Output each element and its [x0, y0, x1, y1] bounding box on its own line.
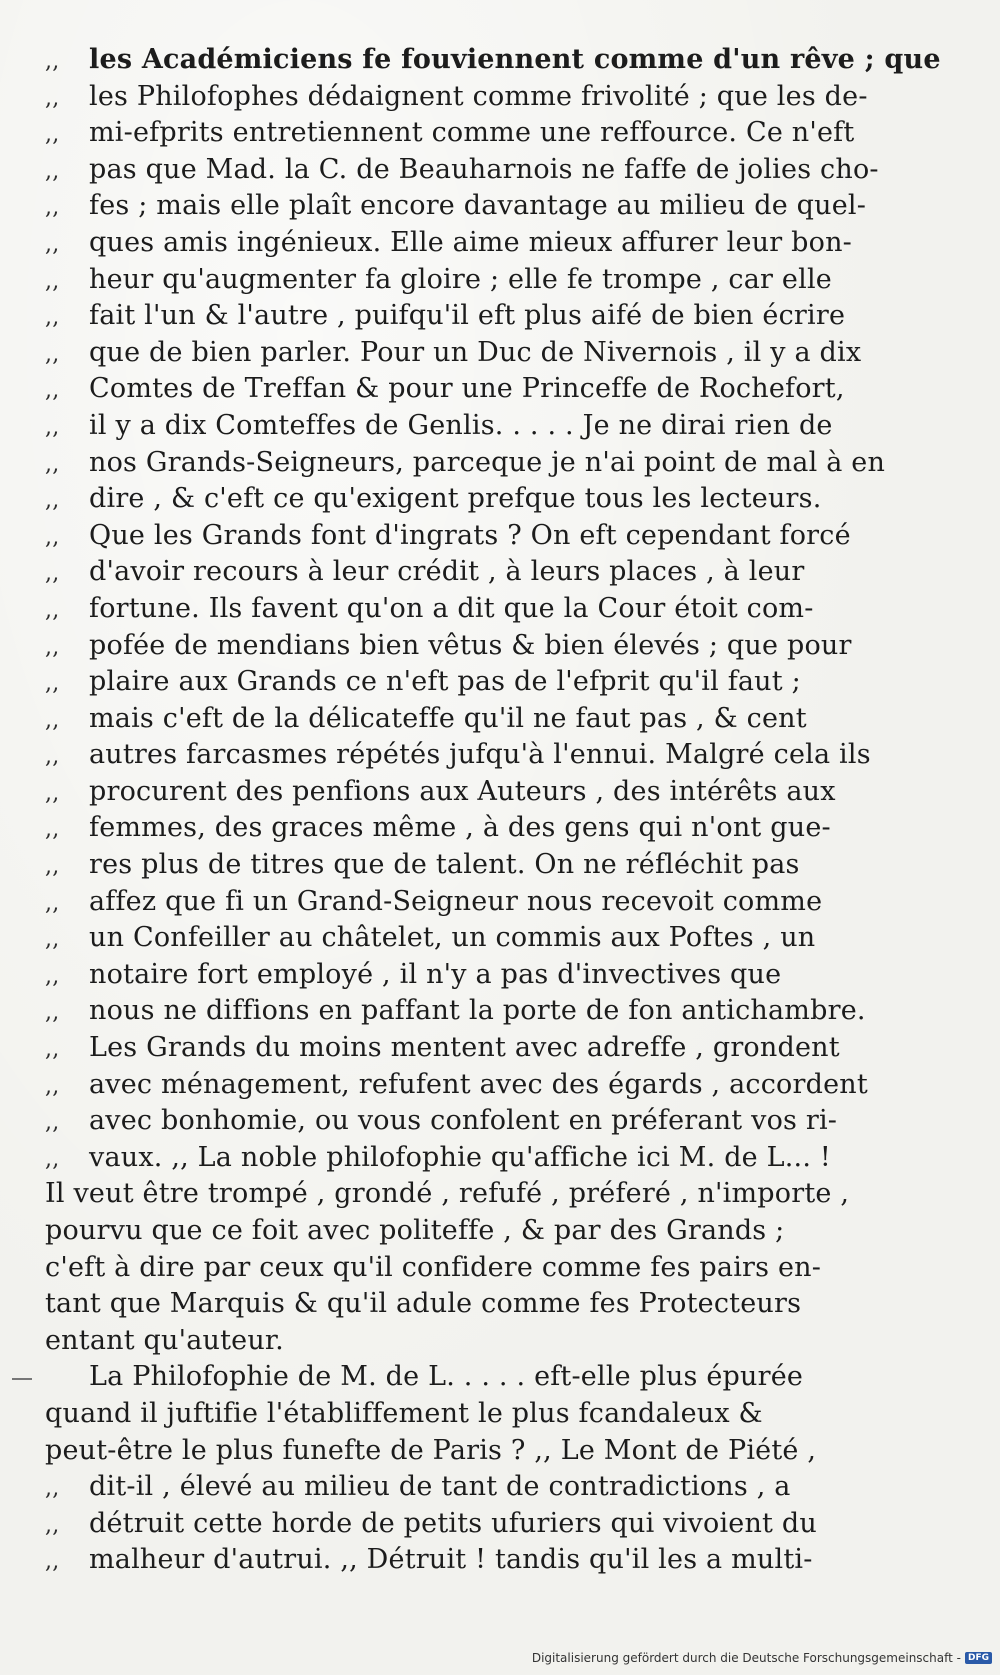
line-text: notaire fort employé , il n'y a pas d'invectives que: [89, 958, 782, 990]
quote-mark: ,,: [45, 634, 60, 660]
line-text: quand il juftifie l'établiffement le plus fcandaleux &: [45, 1397, 763, 1429]
line-text: Que les Grands font d'ingrats ? On eft cependant forcé: [89, 519, 851, 551]
text-line: [45, 628, 945, 665]
text-line: [45, 1030, 945, 1067]
quote-mark: ,,: [45, 158, 60, 184]
text-line: [45, 591, 945, 628]
text-line: [45, 1140, 945, 1177]
line-text: procurent des penfions aux Auteurs , des intérêts aux: [89, 775, 836, 807]
quote-mark: ,,: [45, 780, 60, 806]
quote-mark: ,,: [45, 1549, 60, 1575]
quote-mark: ,,: [45, 1037, 60, 1063]
line-text: res plus de titres que de talent. On ne réfléchit pas: [89, 849, 800, 881]
quote-mark: ,,: [45, 1512, 60, 1538]
quote-mark: ,,: [45, 1073, 60, 1099]
text-line: [45, 225, 945, 262]
text-line: [45, 847, 945, 884]
line-text: heur qu'augmenter fa gloire ; elle fe trompe , car elle: [89, 263, 832, 295]
line-text: mais c'eft de la délicateffe qu'il ne faut pas , & cent: [89, 702, 807, 734]
text-line: [45, 1469, 945, 1506]
text-line: [45, 518, 945, 555]
quote-mark: ,,: [45, 890, 60, 916]
quote-mark: ,,: [45, 561, 60, 587]
line-text: Il veut être trompé , grondé , refufé , préferé , n'importe ,: [45, 1178, 850, 1210]
text-line: [45, 920, 945, 957]
text-line: [45, 298, 945, 335]
text-line: [45, 152, 945, 189]
line-text: fortune. Ils favent qu'on a dit que la Cour étoit com-: [89, 592, 814, 624]
line-text: dire , & c'eft ce qu'exigent prefque tous les lecteurs.: [89, 483, 822, 515]
quote-mark: ,,: [45, 671, 60, 697]
quote-mark: ,,: [45, 488, 60, 514]
quote-mark: ,,: [45, 195, 60, 221]
quote-mark: ,,: [45, 854, 60, 880]
text-line: [45, 1250, 945, 1287]
digitization-credit: [532, 1651, 992, 1665]
quote-mark: ,,: [45, 1146, 60, 1172]
line-text: autres farcasmes répétés jufqu'à l'ennui. Malgré cela ils: [89, 739, 871, 771]
text-line: [45, 701, 945, 738]
text-line: [45, 737, 945, 774]
line-text: nous ne diffions en paffant la porte de fon antichambre.: [89, 995, 866, 1027]
text-line: [45, 1506, 945, 1543]
footer-text: Digitalisierung gefördert durch die Deutsche Forschungsgemeinschaft -: [531, 1651, 961, 1665]
quote-mark: ,,: [45, 268, 60, 294]
line-text: fait l'un & l'autre , puifqu'il eft plus aifé de bien écrire: [89, 300, 846, 332]
line-text: dit-il , élevé au milieu de tant de contradictions , a: [89, 1471, 791, 1503]
page-text: [45, 42, 945, 1579]
line-text: plaire aux Grands ce n'eft pas de l'efprit qu'il faut ;: [89, 666, 801, 698]
line-text: La Philofophie de M. de L. . . . . eft-elle plus épurée: [89, 1361, 804, 1393]
line-text: malheur d'autrui. ,, Détruit ! tandis qu'il les a multi-: [89, 1544, 813, 1576]
text-line: [45, 1359, 945, 1396]
line-text: les Académiciens fe fouviennent comme d'un rêve ; que: [89, 44, 941, 75]
dfg-logo-icon: DFG: [965, 1652, 992, 1664]
margin-mark: [12, 1378, 32, 1380]
text-line: [45, 42, 945, 79]
text-line: [45, 262, 945, 299]
quote-mark: ,,: [45, 1476, 60, 1502]
text-line: [45, 408, 945, 445]
line-text: c'eft à dire par ceux qu'il confidere comme fes pairs en-: [45, 1251, 822, 1283]
text-line: [45, 1067, 945, 1104]
quote-mark: ,,: [45, 597, 60, 623]
text-line: [45, 884, 945, 921]
quote-mark: ,,: [45, 1110, 60, 1136]
line-text: Les Grands du moins mentent avec adreffe , grondent: [89, 1032, 840, 1064]
quote-mark: ,,: [45, 341, 60, 367]
line-text: que de bien parler. Pour un Duc de Nivernois , il y a dix: [89, 336, 862, 368]
quote-mark: ,,: [45, 122, 60, 148]
quote-mark: ,,: [45, 1000, 60, 1026]
text-line: [45, 1433, 945, 1470]
line-text: femmes, des graces même , à des gens qui n'ont gue-: [89, 812, 831, 844]
line-text: détruit cette horde de petits ufuriers qui vivoient du: [89, 1507, 817, 1539]
text-line: [45, 1323, 945, 1360]
line-text: avec bonhomie, ou vous confolent en préferant vos ri-: [89, 1105, 838, 1137]
quote-mark: ,,: [45, 305, 60, 331]
text-line: [45, 1176, 945, 1213]
line-text: affez que fi un Grand-Seigneur nous recevoit comme: [89, 885, 823, 917]
quote-mark: ,,: [45, 817, 60, 843]
text-line: [45, 1396, 945, 1433]
line-text: vaux. ,, La noble philofophie qu'affiche ici M. de L... !: [89, 1141, 831, 1173]
line-text: d'avoir recours à leur crédit , à leurs places , à leur: [89, 556, 805, 588]
quote-mark: ,,: [45, 927, 60, 953]
line-text: ques amis ingénieux. Elle aime mieux affurer leur bon-: [89, 226, 852, 258]
line-text: tant que Marquis & qu'il adule comme fes Protecteurs: [45, 1288, 802, 1320]
text-line: [45, 371, 945, 408]
line-text: mi-efprits entretiennent comme une reffource. Ce n'eft: [89, 117, 855, 149]
line-text: il y a dix Comteffes de Genlis. . . . . Je ne dirai rien de: [89, 409, 833, 441]
line-text: Comtes de Treffan & pour une Princeffe de Rochefort,: [89, 373, 845, 405]
text-line: [45, 335, 945, 372]
text-line: [45, 1542, 945, 1579]
line-text: nos Grands-Seigneurs, parceque je n'ai point de mal à en: [89, 446, 886, 478]
line-text: pourvu que ce foit avec politeffe , & par des Grands ;: [45, 1215, 785, 1246]
text-line: [45, 554, 945, 591]
line-text: les Philofophes dédaignent comme frivolité ; que les de-: [89, 80, 868, 112]
quote-mark: ,,: [45, 707, 60, 733]
text-line: [45, 1103, 945, 1140]
quote-mark: ,,: [45, 85, 60, 111]
quote-mark: ,,: [45, 231, 60, 257]
quote-mark: ,,: [45, 49, 60, 74]
quote-mark: ,,: [45, 414, 60, 440]
line-text: peut-être le plus funefte de Paris ? ,, Le Mont de Piété ,: [45, 1434, 817, 1466]
text-line: [45, 79, 945, 116]
line-text: pofée de mendians bien vêtus & bien élevés ; que pour: [89, 629, 852, 661]
line-text: un Confeiller au châtelet, un commis aux Poftes , un: [89, 922, 816, 954]
line-text: avec ménagement, refufent avec des égards , accordent: [89, 1068, 868, 1100]
quote-mark: ,,: [45, 378, 60, 404]
text-line: [45, 1213, 945, 1250]
text-line: [45, 664, 945, 701]
text-line: [45, 810, 945, 847]
text-line: [45, 993, 945, 1030]
quote-mark: ,,: [45, 524, 60, 550]
text-line: [45, 115, 945, 152]
text-line: [45, 481, 945, 518]
line-text: fes ; mais elle plaît encore davantage au milieu de quel-: [89, 190, 867, 222]
quote-mark: ,,: [45, 451, 60, 477]
text-line: [45, 188, 945, 225]
quote-mark: ,,: [45, 963, 60, 989]
quote-mark: ,,: [45, 744, 60, 770]
line-text: entant qu'auteur.: [45, 1324, 284, 1356]
text-line: [45, 1286, 945, 1323]
text-line: [45, 957, 945, 994]
text-line: [45, 445, 945, 482]
text-line: [45, 774, 945, 811]
line-text: pas que Mad. la C. de Beauharnois ne faffe de jolies cho-: [89, 153, 879, 185]
